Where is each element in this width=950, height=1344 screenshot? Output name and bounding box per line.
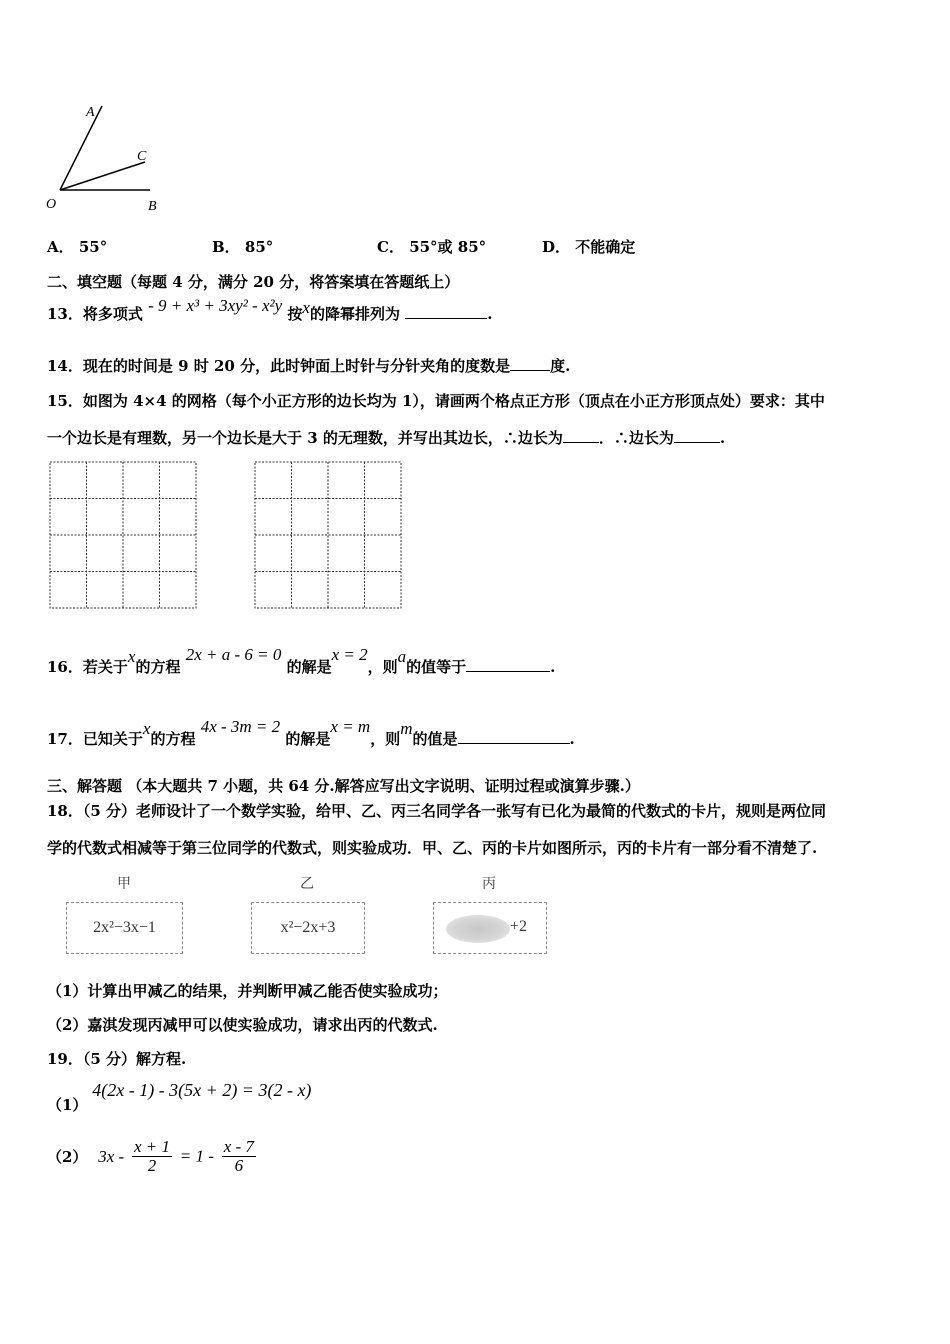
answer-blank[interactable] — [466, 657, 550, 672]
equation-1: 4(2x - 1) - 3(5x + 2) = 3(2 - x) — [92, 1080, 312, 1100]
grid-right[interactable] — [254, 461, 404, 611]
card-yi-expression: x²−2x+3 — [280, 919, 336, 936]
label-a: A — [86, 105, 95, 120]
question-16: 16．若关于x的方程 2x + a - 6 = 0 的解是x = 2，则a的值等于 . — [47, 645, 556, 676]
label-b: B — [148, 199, 157, 214]
question-19-sub1: （1） 4(2x - 1) - 3(5x + 2) = 3(2 - x) — [47, 1080, 312, 1114]
option-b: B． 85° — [212, 238, 274, 256]
option-a: A． 55° — [47, 238, 108, 256]
question-18-line1: 18．（5 分）老师设计了一个数学实验，给甲、乙、丙三名同学各一张写有已化为最简的代数式的卡片，规则是两位同 — [47, 802, 827, 820]
option-c: C． 55°或 85° — [377, 238, 487, 256]
question-13: 13．将多项式 - 9 + x³ + 3xy² - x²y 按x的降幂排列为 . — [47, 296, 493, 323]
fraction-2: $\frac{x - 7}{6}$ — [223, 1137, 254, 1175]
question-18-sub2: （2）嘉淇发现丙减甲可以使实验成功，请求出丙的代数式. — [47, 1016, 438, 1034]
card-jia — [66, 902, 183, 954]
ray-oc — [60, 162, 145, 190]
question-15-line1: 15．如图为 4×4 的网格（每个小正方形的边长均为 1），请画两个格点正方形（顶点在小正方形顶点处）要求：其中 — [47, 392, 825, 410]
card-bing-label: 丙 — [482, 876, 496, 892]
question-15-line2: 一个边长是有理数，另一个边长是大于 3 的无理数，并写出其边长，∴边长为 ．∴边长为 . — [47, 429, 726, 447]
label-o: O — [46, 197, 57, 212]
answer-blank[interactable] — [674, 428, 720, 443]
card-yi — [251, 902, 365, 954]
card-jia-expression: 2x²−3x−1 — [93, 919, 156, 936]
question-19: 19．（5 分）解方程. — [47, 1050, 187, 1068]
question-17: 17．已知关于x的方程 4x - 3m = 2 的解是x = m，则m的值是 . — [47, 717, 575, 748]
q13-polynomial: - 9 + x³ + 3xy² - x²y — [148, 296, 283, 315]
question-19-sub2: （2） 3x - $\frac{x + 1}{2}$ = 1 - $\frac{x - 7}{6}$ — [47, 1137, 254, 1175]
grid-left[interactable] — [49, 461, 199, 611]
label-c: C — [137, 149, 147, 164]
card-jia-label: 甲 — [117, 876, 131, 892]
card-bing — [433, 902, 547, 954]
fraction-1: $\frac{x + 1}{2}$ — [133, 1137, 170, 1175]
question-18-sub1: （1）计算出甲减乙的结果，并判断甲减乙能否使实验成功； — [47, 982, 448, 1000]
answer-blank[interactable] — [405, 304, 487, 319]
question-18-line2: 学的代数式相减等于第三位同学的代数式，则实验成功．甲、乙、丙的卡片如图所示，丙的卡片有一部分看不清楚了. — [47, 839, 818, 857]
section3-title: 三、解答题 （本大题共 7 小题，共 64 分.解答应写出文字说明、证明过程或演算步骤.） — [47, 777, 640, 795]
obscured-area — [446, 915, 510, 943]
answer-blank[interactable] — [458, 729, 570, 744]
ray-oa — [60, 106, 102, 190]
answer-blank[interactable] — [510, 356, 550, 371]
question-14: 14．现在的时间是 9 时 20 分，此时钟面上时针与分针夹角的度数是 度. — [47, 357, 571, 375]
option-d: D． 不能确定 — [542, 238, 636, 256]
card-yi-label: 乙 — [300, 876, 314, 892]
angle-figure — [40, 98, 175, 218]
section2-title: 二、填空题（每题 4 分，满分 20 分，将答案填在答题纸上） — [47, 273, 460, 291]
card-bing-expression: +2 — [510, 918, 528, 935]
answer-blank[interactable] — [563, 428, 599, 443]
